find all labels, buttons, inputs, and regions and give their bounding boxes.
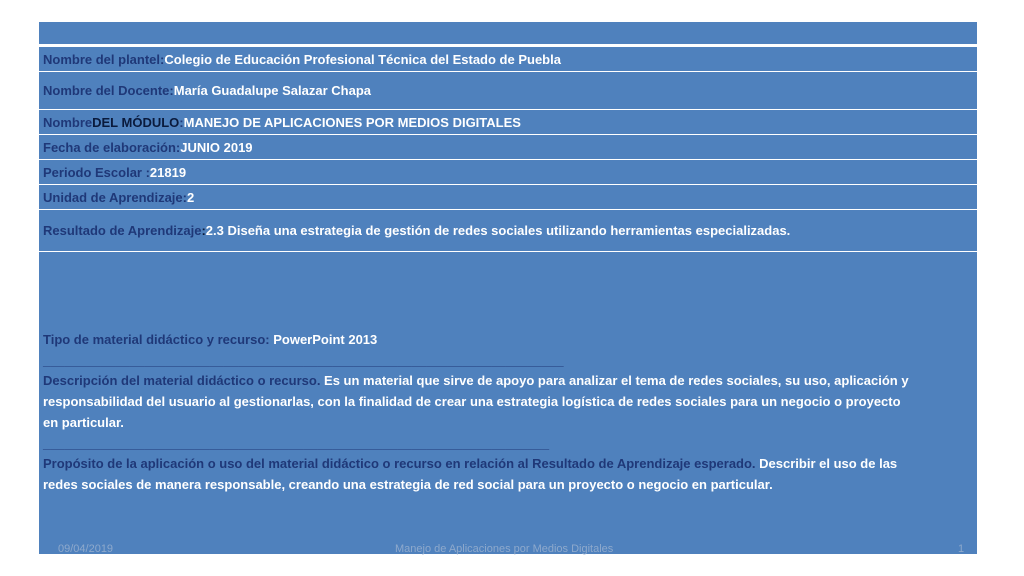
descripcion-label: Descripción del material didáctico o recurso. bbox=[43, 373, 321, 389]
separator-1: ________________________________________________________________________ bbox=[43, 352, 564, 368]
fecha-label: Fecha de elaboración: bbox=[43, 139, 181, 155]
footer-date: 09/04/2019 bbox=[58, 543, 114, 555]
row-fecha bbox=[39, 135, 977, 160]
plantel-label: Nombre del plantel: bbox=[43, 51, 165, 67]
row-periodo bbox=[39, 160, 977, 185]
row-unidad bbox=[39, 185, 977, 210]
modulo-label: Nombre bbox=[43, 114, 93, 130]
periodo-value: 21819 bbox=[149, 164, 187, 180]
footer-page-number: 1 bbox=[958, 543, 965, 555]
proposito-paragraph bbox=[43, 454, 917, 495]
docente-label: Nombre del Docente: bbox=[43, 83, 174, 98]
tipo-value: PowerPoint 2013 bbox=[269, 332, 378, 347]
unidad-label: Unidad de Aprendizaje: bbox=[43, 189, 187, 205]
descripcion-paragraph bbox=[43, 371, 917, 433]
unidad-value: 2 bbox=[186, 189, 195, 205]
tipo-label: Tipo de material didáctico y recurso: bbox=[43, 332, 270, 347]
row-resultado bbox=[39, 210, 977, 252]
info-table bbox=[39, 22, 977, 554]
resultado-colon: : bbox=[201, 223, 206, 238]
modulo-value: MANEJO DE APLICACIONES POR MEDIOS DIGITALES bbox=[183, 114, 521, 130]
material-description-cell bbox=[39, 252, 977, 554]
plantel-value: Colegio de Educación Profesional Técnica del Estado de Puebla bbox=[164, 51, 561, 67]
footer-title: Manejo de Aplicaciones por Medios Digitales bbox=[395, 543, 614, 555]
modulo-colon: : bbox=[179, 114, 184, 130]
periodo-label: Periodo Escolar : bbox=[43, 164, 150, 180]
tipo-line bbox=[43, 330, 917, 351]
row-docente bbox=[39, 72, 977, 110]
table-header-row bbox=[39, 22, 977, 47]
proposito-value: Describir el uso de las redes sociales de manera responsable, creando una estrategia de red social para un proyecto o negocio en particular. bbox=[43, 456, 898, 492]
resultado-value: 2.3 Diseña una estrategia de gestión de redes sociales utilizando herramientas especializadas. bbox=[205, 223, 791, 238]
fecha-value: JUNIO 2019 bbox=[180, 139, 253, 155]
descripcion-value: Es un material que sirve de apoyo para analizar el tema de redes sociales, su uso, aplicación y responsabilidad del usuario al gestionarlas, con la finalidad de crear una estrategia logística de redes sociales para un negocio o proyecto en particular. bbox=[43, 373, 909, 430]
modulo-label-emphasis: DEL MÓDULO bbox=[92, 114, 180, 130]
row-plantel bbox=[39, 47, 977, 72]
docente-value: María Guadalupe Salazar Chapa bbox=[173, 83, 371, 98]
row-modulo bbox=[39, 110, 977, 135]
proposito-label: Propósito de la aplicación o uso del material didáctico o recurso en relación al Resultado de Aprendizaje esperado. bbox=[43, 456, 756, 472]
resultado-label: Resultado de Aprendizaje bbox=[43, 223, 202, 238]
separator-2: ______________________________________________________________________ bbox=[43, 435, 550, 451]
